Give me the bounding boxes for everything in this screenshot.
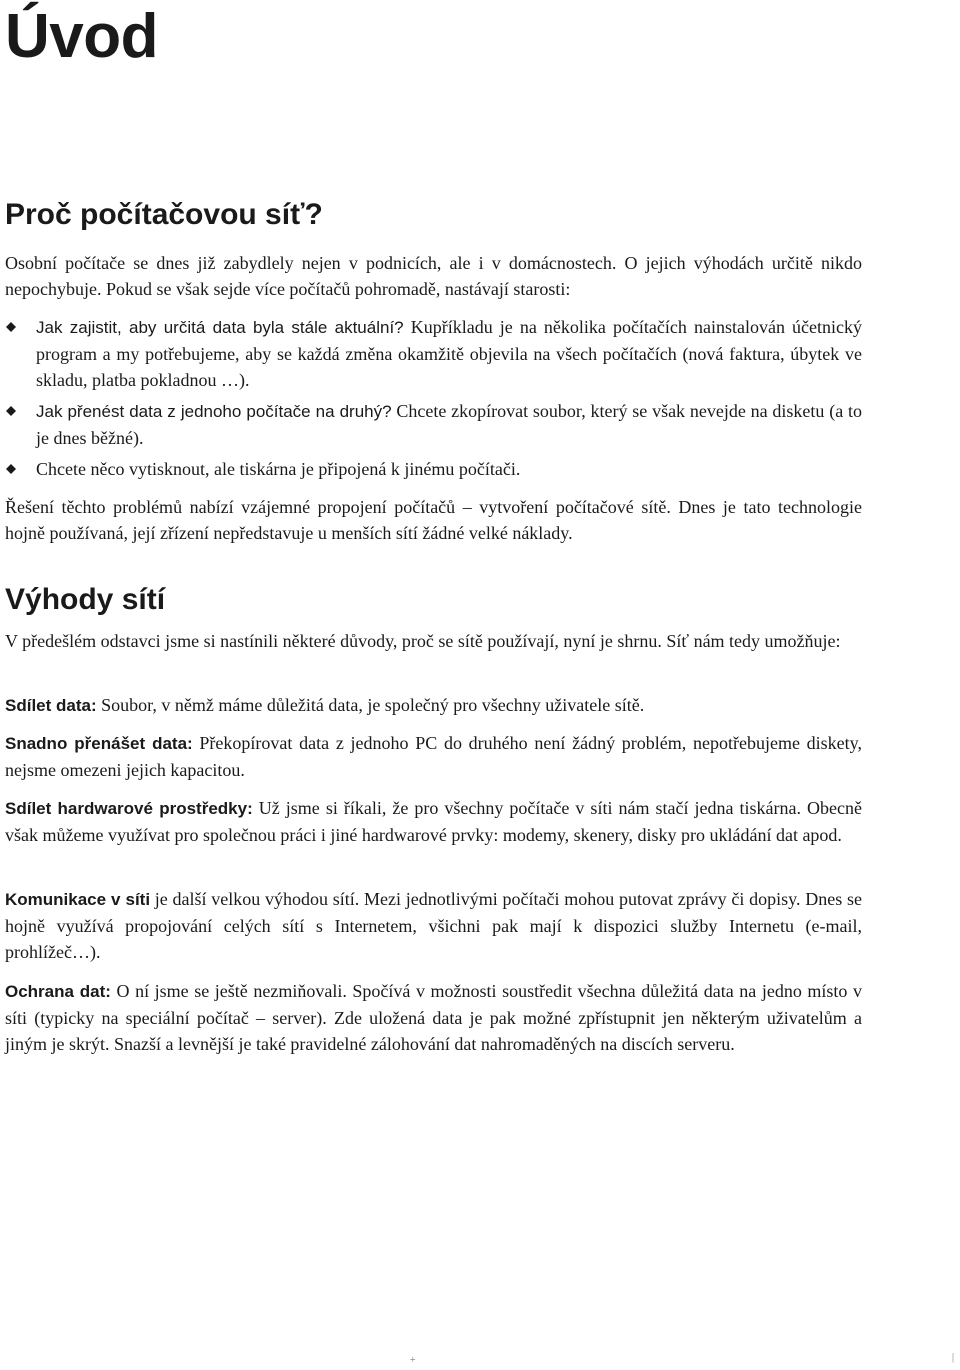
bullet-question: Jak zajistit, aby určitá data byla stále aktuální? [36, 318, 404, 337]
definition-transfer-data [5, 730, 862, 783]
definition-term: Sdílet data: [5, 696, 97, 715]
definition-data-protection [5, 978, 862, 1057]
definition-term: Ochrana dat: [5, 982, 111, 1001]
problem-list [5, 314, 862, 488]
definition-term: Sdílet hardwarové prostředky: [5, 799, 253, 818]
chapter-title: Úvod [5, 2, 158, 71]
definition-share-data [5, 692, 862, 719]
definition-communication [5, 886, 862, 965]
diamond-bullet-icon [6, 464, 16, 474]
list-item [5, 398, 862, 451]
definition-term: Snadno přenášet data: [5, 734, 193, 753]
section-heading-network-benefits: Výhody sítí [5, 583, 166, 616]
definition-share-hardware [5, 795, 862, 848]
list-item [5, 314, 862, 393]
bullet-question: Jak přenést data z jednoho počítače na druhý? [36, 402, 392, 421]
solution-paragraph: Řešení těchto problémů nabízí vzájemné propojení počítačů – vytvoření počítačové sítě. Dnes je tato technologie hojně používaná, její zřízení nepředstavuje u menších sítí žádné velké náklady. [5, 497, 862, 543]
list-item [5, 456, 862, 483]
crop-mark: | [952, 1352, 955, 1363]
definition-text: Soubor, v němž máme důležitá data, je společný pro všechny uživatele sítě. [96, 695, 645, 715]
definition-text: O ní jsme se ještě nezmiňovali. Spočívá v možnosti soustředit všechna důležitá data na jedno místo v síti (typicky na speciální počítač – server). Zde uložená data je pak možné zpřístupnit jen některým uživatelům a jiným je skrýt. Snazší a levnější je také pravidelné zálohování dat nahromaděných na discích serveru. [5, 981, 863, 1054]
bullet-text: Kupříkladu je na několika počítačích nainstalován účetnický program a my potřebujeme, aby se každá změna okamžitě objevila na všech počítačích (nová faktura, úbytek ve skladu, platba pokladnou …). [36, 317, 862, 390]
diamond-bullet-icon [6, 322, 16, 332]
definition-text: Už jsme si říkali, že pro všechny počítače v síti nám stačí jedna tiskárna. Obecně však můžeme využívat pro společnou práci i jiné hardwarové prvky: modemy, skenery, disky pro ukládání dat apod. [5, 798, 862, 845]
section-heading-why-network: Proč počítačovou síť? [5, 198, 323, 231]
benefits-intro-paragraph: V předešlém odstavci jsme si nastínili některé důvody, proč se sítě používají, nyní je shrnu. Síť nám tedy umožňuje: [5, 631, 841, 651]
intro-paragraph: Osobní počítače se dnes již zabydlely nejen v podnicích, ale i v domácnostech. O jejich výhodách určitě nikdo nepochybuje. Pokud se však sejde více počítačů pohromadě, nastávají starosti: [5, 253, 862, 299]
definition-term: Komunikace v síti [5, 890, 151, 909]
bullet-text: Chcete zkopírovat soubor, který se však nevejde na disketu (a to je dnes běžné). [36, 401, 862, 448]
crop-mark: + [410, 1355, 416, 1366]
definition-text: je další velkou výhodou sítí. Mezi jednotlivými počítači mohou putovat zprávy či dopisy. Dnes se hojně využívá propojování celých sítí s Internetem, všichni pak mají k dispozici služby Internetu (e-mail, prohlížeč…). [5, 889, 862, 962]
definition-text: Překopírovat data z jednoho PC do druhého není žádný problém, nepotřebujeme diskety, nejsme omezeni jejich kapacitou. [5, 733, 862, 780]
bullet-text: Chcete něco vytisknout, ale tiskárna je připojená k jinému počítači. [36, 459, 521, 479]
diamond-bullet-icon [6, 406, 16, 416]
